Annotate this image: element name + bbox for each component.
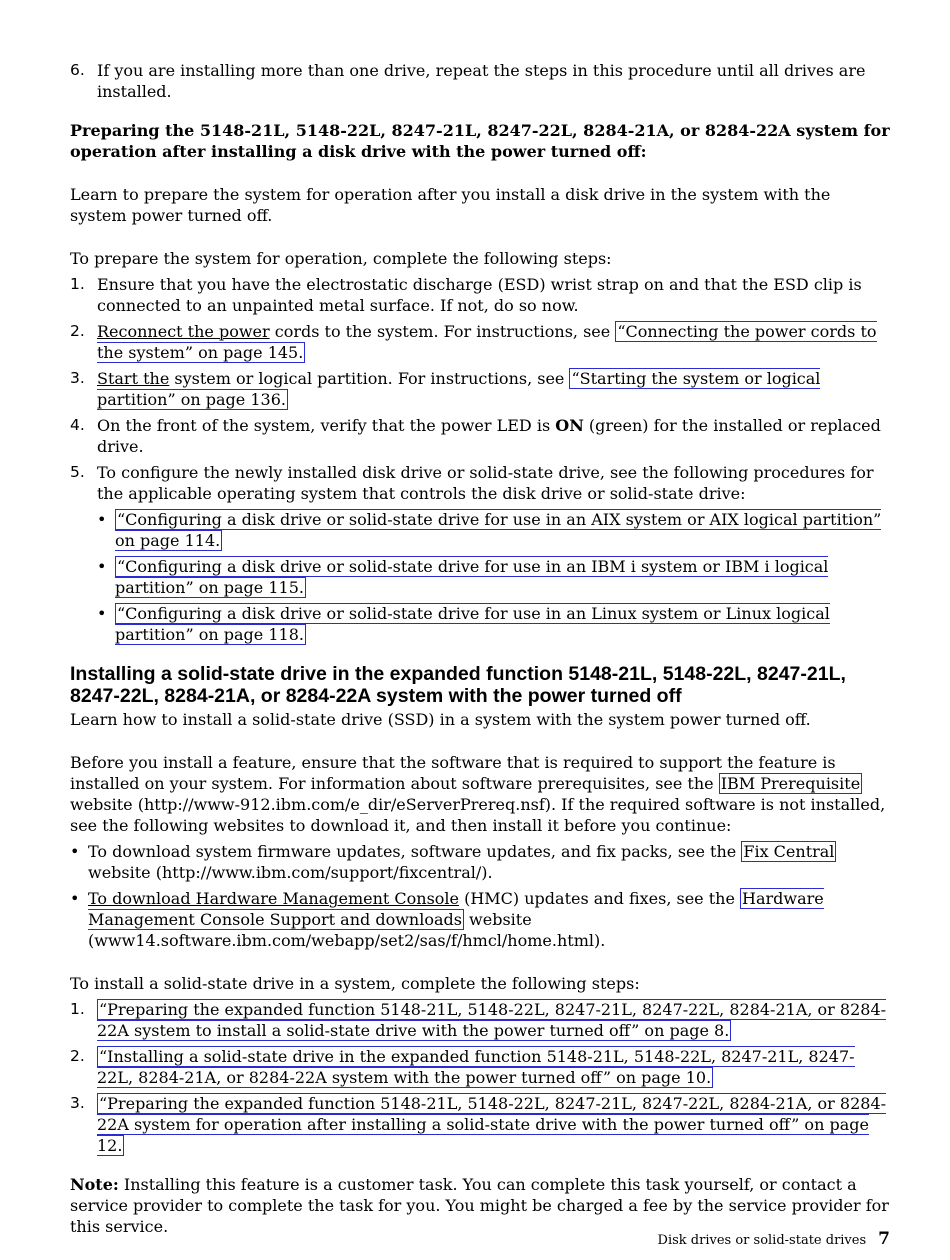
bullet: • — [70, 842, 80, 861]
on-label: ON — [555, 416, 584, 435]
power-cords-link[interactable]: “Connecting the power cords to the system” on page 145. — [97, 322, 877, 362]
note-text: Installing this feature is a customer task. You can complete this task yourself, or contact a service provider to complete the task for you. You might be charged a fee by the service provider for this service. — [70, 1175, 889, 1236]
step-6 — [70, 60, 890, 102]
footer-title: Disk drives or solid-state drives — [657, 1233, 867, 1248]
prep-step-2 — [70, 321, 890, 363]
prep-step-5 — [70, 462, 890, 645]
step-number: 5. — [70, 463, 85, 481]
page-footer — [658, 1229, 890, 1251]
ibm-i-config-link[interactable]: “Configuring a disk drive or solid-state drive for use in an IBM i system or IBM i logical partition” on page 115. — [115, 557, 829, 597]
linux-config-link[interactable]: “Configuring a disk drive or solid-state drive for use in an Linux system or Linux logical partition” on page 118. — [115, 604, 830, 644]
bullet: • — [70, 889, 80, 908]
paragraph-text: Before you install a feature, ensure that the software that is required to support the feature is installed on your system. For information about software prerequisites, see the — [70, 753, 836, 793]
ssd-section-heading: Installing a solid-state drive in the expanded function 5148-21L, 5148-22L, 8247-21L, 8247-22L, 8284-21A, or 8284-22A system with the power turned off — [70, 663, 846, 707]
fix-central-item — [70, 841, 890, 883]
step-text: system or logical partition. For instructions, see — [169, 369, 570, 388]
item-text: website (www14.software.ibm.com/webapp/set2/sas/f/hmcl/home.html). — [88, 910, 606, 950]
step-number: 2. — [70, 1047, 85, 1065]
ssd-step-3 — [70, 1093, 890, 1156]
list-item — [97, 603, 890, 645]
step-text: To configure the newly installed disk drive or solid-state drive, see the following procedures for the applicable operating system that controls the disk drive or solid-state drive: — [97, 463, 874, 503]
step-text: If you are installing more than one drive, repeat the steps in this procedure until all drives are installed. — [97, 61, 866, 101]
step-number: 6. — [70, 61, 85, 79]
underlined-text: Reconnect the power — [97, 322, 270, 341]
note-paragraph — [70, 1174, 890, 1237]
list-item — [97, 509, 890, 551]
ssd-intro: Learn how to install a solid-state drive (SSD) in a system with the system power turned off. — [70, 710, 811, 729]
aix-config-link[interactable]: “Configuring a disk drive or solid-state drive for use in an AIX system or AIX logical partition” on page 114. — [115, 510, 882, 550]
ssd-lead: To install a solid-state drive in a system, complete the following steps: — [70, 974, 640, 993]
step-number: 1. — [70, 275, 85, 293]
underlined-text: To download Hardware Management Console — [88, 889, 460, 908]
step-text: cords to the system. For instructions, see — [269, 322, 616, 341]
prepare-operation-link[interactable]: “Preparing the expanded function 5148-21L, 5148-22L, 8247-21L, 8247-22L, 8284-21A, or 8284-22A system for operation after installing a solid-state drive with the power turned off” on page 12. — [97, 1094, 887, 1155]
prep-step-4 — [70, 415, 890, 457]
note-label: Note: — [70, 1175, 119, 1194]
starting-system-link[interactable]: “Starting the system or logical partition” on page 136. — [97, 369, 821, 409]
prep-step-3 — [70, 368, 890, 410]
os-procedure-list — [97, 509, 890, 645]
step-number: 1. — [70, 1000, 85, 1018]
paragraph-text: website (http://www-912.ibm.com/e_dir/eServerPrereq.nsf). If the required software is not installed, see the following websites to download it, and then install it before you continue: — [70, 795, 886, 835]
item-text: To download system firmware updates, software updates, and fix packs, see the — [88, 842, 742, 861]
item-text: (HMC) updates and fixes, see the — [459, 889, 741, 908]
prepare-install-link[interactable]: “Preparing the expanded function 5148-21L, 5148-22L, 8247-21L, 8247-22L, 8284-21A, or 8284-22A system to install a solid-state drive with the power turned off” on page 8. — [97, 1000, 887, 1040]
step-text: (green) for the installed or replaced drive. — [97, 416, 881, 456]
hmc-support-link[interactable]: Hardware Management Console Support and downloads — [88, 889, 824, 929]
step-number: 4. — [70, 416, 85, 434]
bullet: • — [97, 604, 107, 623]
prep-lead: To prepare the system for operation, complete the following steps: — [70, 249, 612, 268]
prep-heading: Preparing the 5148-21L, 5148-22L, 8247-21L, 8247-22L, 8284-21A, or 8284-22A system for operation after installing a disk drive with the power turned off: — [70, 121, 890, 161]
prep-intro: Learn to prepare the system for operation after you install a disk drive in the system with the system power turned off. — [70, 185, 831, 225]
prerequisites-paragraph — [70, 752, 890, 836]
page-number: 7 — [878, 1229, 890, 1249]
list-item — [97, 556, 890, 598]
step-text: Ensure that you have the electrostatic discharge (ESD) wrist strap on and that the ESD clip is connected to an unpainted metal surface. If not, do so now. — [97, 275, 862, 315]
item-text: website (http://www.ibm.com/support/fixcentral/). — [88, 863, 493, 882]
underlined-text: Start the — [97, 369, 170, 388]
hmc-item — [70, 888, 890, 951]
ssd-step-2 — [70, 1046, 890, 1088]
ssd-step-1 — [70, 999, 890, 1041]
step-number: 2. — [70, 322, 85, 340]
ibm-prerequisite-link[interactable]: IBM Prerequisite — [720, 774, 861, 793]
step-number: 3. — [70, 369, 85, 387]
document-page — [70, 60, 890, 1237]
install-ssd-link[interactable]: “Installing a solid-state drive in the expanded function 5148-21L, 5148-22L, 8247-21L, 8247-22L, 8284-21A, or 8284-22A system with the power turned off” on page 10. — [97, 1047, 855, 1087]
bullet: • — [97, 510, 107, 529]
fix-central-link[interactable]: Fix Central — [743, 842, 835, 861]
step-text: On the front of the system, verify that the power LED is — [97, 416, 556, 435]
prep-step-1 — [70, 274, 890, 316]
step-number: 3. — [70, 1094, 85, 1112]
bullet: • — [97, 557, 107, 576]
